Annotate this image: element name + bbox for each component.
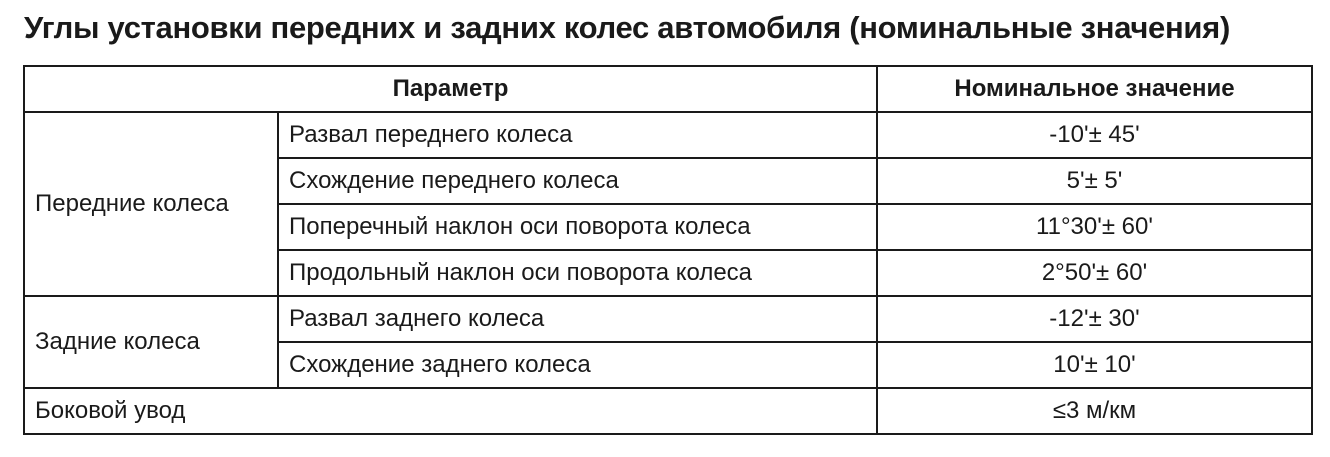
page-title: Углы установки передних и задних колес автомобиля (номинальные значения): [24, 10, 1230, 45]
parameter-cell: Схождение заднего колеса: [278, 342, 877, 388]
table-header-row: [24, 66, 1312, 112]
parameter-cell-side-slip: Боковой увод: [24, 388, 877, 434]
value-cell: -12'± 30': [877, 296, 1312, 342]
parameter-cell: Схождение переднего колеса: [278, 158, 877, 204]
value-cell-side-slip: ≤3 м/км: [877, 388, 1312, 434]
group-label-rear-wheels: Задние колеса: [24, 296, 278, 388]
value-cell: 2°50'± 60': [877, 250, 1312, 296]
value-cell: -10'± 45': [877, 112, 1312, 158]
header-parameter: Параметр: [24, 66, 877, 112]
wheel-alignment-table: [23, 65, 1313, 435]
parameter-cell: Поперечный наклон оси поворота колеса: [278, 204, 877, 250]
value-cell: 10'± 10': [877, 342, 1312, 388]
parameter-cell: Продольный наклон оси поворота колеса: [278, 250, 877, 296]
value-cell: 5'± 5': [877, 158, 1312, 204]
group-label-front-wheels: Передние колеса: [24, 112, 278, 296]
value-cell: 11°30'± 60': [877, 204, 1312, 250]
table-row: [24, 296, 1312, 342]
header-nominal-value: Номинальное значение: [877, 66, 1312, 112]
parameter-cell: Развал переднего колеса: [278, 112, 877, 158]
table-row: [24, 388, 1312, 434]
table-row: [24, 112, 1312, 158]
parameter-cell: Развал заднего колеса: [278, 296, 877, 342]
